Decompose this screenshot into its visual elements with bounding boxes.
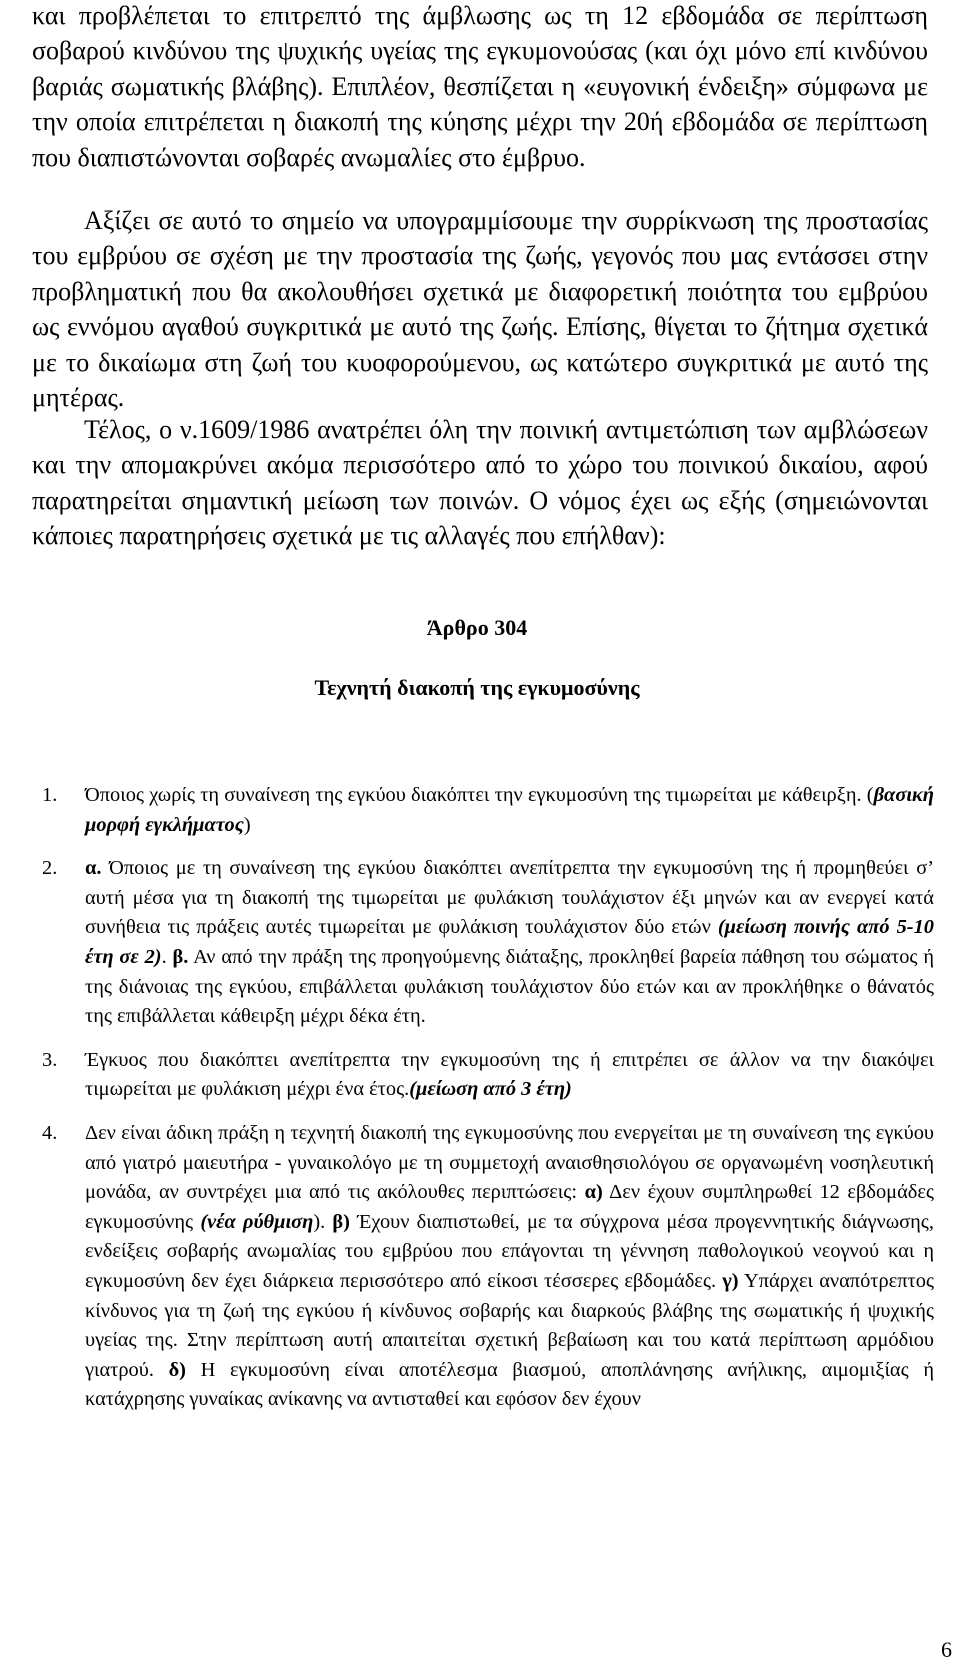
item-text: Όποιος χωρίς τη συναίνεση της εγκύου διακόπτει την εγκυμοσύνη της τιμωρείται με κάθειρξη. ( bbox=[85, 784, 874, 806]
article-provisions-list bbox=[32, 781, 934, 1415]
article-title: Τεχνητή διακοπή της εγκυμοσύνης bbox=[314, 675, 640, 700]
item-text: Δεν είναι άδικη πράξη η τεχνητή διακοπή της εγκυμοσύνης που ενεργείται με τη συναίνεση της εγκύου από γιατρό μαιευτήρα - γυναικολόγο με τη συμμετοχή αναισθησιολόγου σε οργανωμένη νοσηλευτική μονάδα, αν συντρέχει μια από τις ακόλουθες περιπτώσεις: bbox=[85, 1121, 934, 1204]
item-note: (μείωση από 3 έτη) bbox=[409, 1078, 572, 1101]
list-item bbox=[32, 854, 934, 1032]
item-number: 1. bbox=[42, 784, 58, 806]
subitem-label: α) bbox=[584, 1181, 603, 1204]
list-item bbox=[32, 1119, 934, 1415]
item-text: Έγκυος που διακόπτει ανεπίτρεπτα την εγκυμοσύνη της ή επιτρέπει σε άλλον να την διακόψει τιμωρείται με φυλάκιση μέχρι ένα έτος. bbox=[85, 1048, 934, 1101]
article-number: Άρθρο 304 bbox=[426, 615, 528, 640]
subitem-label: γ) bbox=[722, 1269, 739, 1292]
item-tail: . bbox=[161, 945, 173, 968]
list-item bbox=[32, 781, 934, 840]
item-text: Δεν έχουν συμπληρωθεί 12 εβδομάδες εγκυμοσύνης bbox=[85, 1181, 934, 1233]
item-number: 2. bbox=[42, 857, 58, 880]
subitem-label: α. bbox=[85, 857, 102, 880]
item-text: Αν από την πράξη της προηγούμενης διάταξης, προκληθεί βαρεία πάθηση του σώματος ή της διάνοιας της εγκύου, επιβάλλεται φυλάκιση τουλάχιστον δύο ετών και αν προκλήθηκε ο θάνατός της επιβάλλεται κάθειρξη μέχρι δέκα έτη. bbox=[85, 945, 934, 1028]
item-tail: ). bbox=[313, 1210, 333, 1233]
item-text: Όποιος με τη συναίνεση της εγκύου διακόπτει ανεπίτρεπτα την εγκυμοσύνη της ή προμηθεύει σ’ αυτή μέσα για τη διακοπή της τιμωρείται με φυλάκιση τουλάχιστον έξι μηνών και αν ενεργεί κατά συνήθεια τις πράξεις αυτές τιμωρείται με φυλάκιση τουλάχιστον δύο ετών bbox=[85, 857, 934, 939]
item-number: 3. bbox=[42, 1048, 58, 1071]
item-note: (μείωση ποινής από 5-10 έτη σε 2) bbox=[85, 916, 934, 968]
item-note: βασική μορφή εγκλήματος bbox=[85, 784, 934, 836]
item-text: Η εγκυμοσύνη είναι αποτέλεσμα βιασμού, αποπλάνησης ανήλικης, αιμομιξίας ή κατάχρησης γυναίκας ανίκανης να αντισταθεί και εφόσον δεν έχουν bbox=[85, 1358, 934, 1411]
item-tail: ) bbox=[243, 813, 251, 836]
paragraph-2: Αξίζει σε αυτό το σημείο να υπογραμμίσουμε την συρρίκνωση της προστασίας του εμβρύου σε σχέση με την προστασία της ζωής, γεγονός που μας εντάσσει στην προβληματική που θα ακολουθήσει σχετικά με διαφορετική ποιότητα του εμβρύου ως εννόμου αγαθού συγκριτικά με αυτό της ζωής. Επίσης, θίγεται το ζήτημα σχετικά με το δικαίωμα στη ζωή του κυοφορούμενου, ως κατώτερο συγκριτικά με αυτό της μητέρας. bbox=[32, 206, 928, 413]
item-note: (νέα ρύθμιση bbox=[200, 1210, 314, 1233]
item-number: 4. bbox=[42, 1121, 58, 1144]
item-text: Έχουν διαπιστωθεί, με τα σύγχρονα μέσα προγεννητικής διάγνωσης, ενδείξεις σοβαρής ανωμαλίας του εμβρύου που επάγονται τη γέννηση παθολογικού νεογνού και η εγκυμοσύνη δεν έχει διάρκεια περισσότερο από είκοσι τέσσερες εβδομάδες. bbox=[85, 1210, 934, 1292]
paragraph-3: Τέλος, ο ν.1609/1986 ανατρέπει όλη την ποινική αντιμετώπιση των αμβλώσεων και την απομακρύνει ακόμα περισσότερο από το χώρο του ποινικού δικαίου, αφού παρατηρείται σημαντική μείωση των ποινών. Ο νόμος έχει ως εξής (σημειώνονται κάποιες παρατηρήσεις σχετικά με τις αλλαγές που επήλθαν): bbox=[32, 415, 928, 551]
subitem-label: β) bbox=[332, 1210, 350, 1233]
page-number: 6 bbox=[941, 1637, 952, 1662]
paragraph-1: και προβλέπεται το επιτρεπτό της άμβλωσης ως τη 12 εβδομάδα σε περίπτωση σοβαρού κινδύνου της ψυχικής υγείας της εγκυμονούσας (και όχι μόνο επί κινδύνου βαριάς σωματικής βλάβης). Επιπλέον, θεσπίζεται η «ευγονική ένδειξη» σύμφωνα με την οποία επιτρέπεται η διακοπή της κύησης μέχρι την 20ή εβδομάδα σε περίπτωση που διαπιστώνονται σοβαρές ανωμαλίες στο έμβρυο. bbox=[32, 1, 928, 172]
subitem-label: β. bbox=[172, 945, 189, 968]
item-text: Υπάρχει αναπότρεπτος κίνδυνος για τη ζωή της εγκύου ή κίνδυνος σοβαρής και διαρκούς βλάβης της σωματικής ή ψυχικής υγείας της. Στην περίπτωση αυτή απαιτείται σχετική βεβαίωση και του κατά περίπτωση αρμόδιου γιατρού. bbox=[85, 1269, 934, 1381]
subitem-label: δ) bbox=[168, 1358, 186, 1381]
list-item bbox=[32, 1046, 934, 1105]
